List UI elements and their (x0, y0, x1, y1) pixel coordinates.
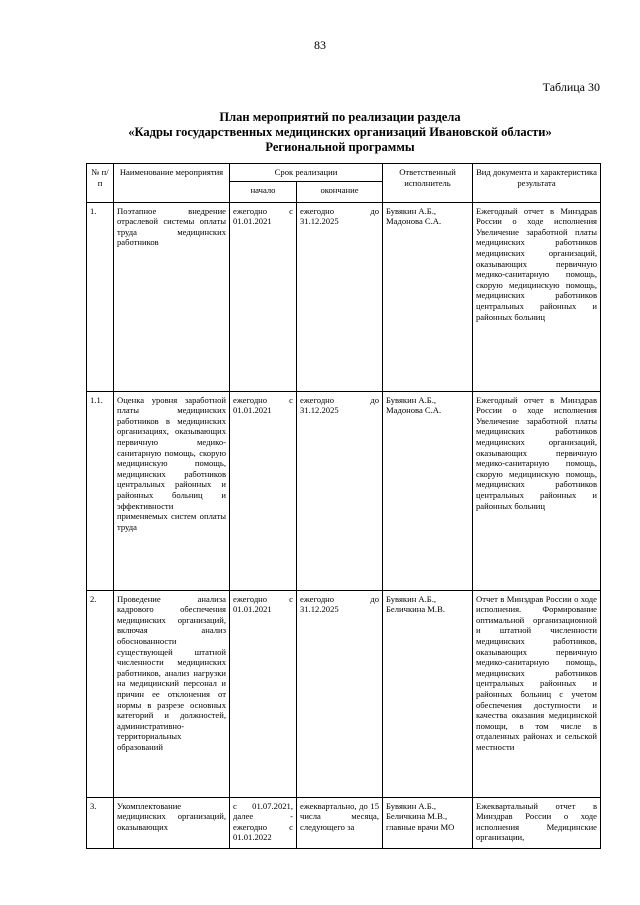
row-responsible: Бувякин А.Б., Беличкина М.В. (383, 590, 473, 797)
row-name: Укомплектование медицинских организаций, оказывающих (114, 797, 230, 848)
header-name: Наименование мероприятия (114, 164, 230, 203)
row-num: 1.1. (87, 391, 114, 590)
page-number: 83 (314, 38, 326, 52)
row-end: ежеквартально, до 15 числа месяца, следующего за (297, 797, 383, 848)
table-row (87, 202, 601, 391)
row-result: Ежегодный отчет в Минздрав России о ходе исполнения Увеличение заработной платы медицинских работников медицинских организаций, оказывающих первичную медико-санитарную помощь, скорую медицинскую помощь, медицинских работников центральных районных и районных больниц (473, 202, 601, 391)
row-name: Проведение анализа кадрового обеспечения медицинских организаций, включая анализ обоснованности существующей штатной численности медицинских работников, анализ нагрузки на медицинский персонал и причин ее отклонения от нормы в разрезе основных категорий и должностей, административно-территориальных образований (114, 590, 230, 797)
title-line-3: Региональной программы (265, 140, 415, 154)
table-row (87, 797, 601, 848)
row-end: ежегодно до 31.12.2025 (297, 202, 383, 391)
title-line-2: «Кадры государственных медицинских организаций Ивановской области» (128, 125, 552, 139)
row-responsible: Бувякин А.Б., Мадонова С.А. (383, 202, 473, 391)
row-responsible: Бувякин А.Б., Мадонова С.А. (383, 391, 473, 590)
header-num: № п/п (87, 164, 114, 203)
row-result: Ежеквартальный отчет в Минздрав России о ходе исполнения Медицинские организации, (473, 797, 601, 848)
row-end: ежегодно до 31.12.2025 (297, 590, 383, 797)
header-period: Срок реализации (230, 164, 383, 182)
row-responsible: Бувякин А.Б., Беличкина М.В., главные врачи МО (383, 797, 473, 848)
header-responsible: Ответственный исполнитель (383, 164, 473, 203)
row-start: ежегодно с 01.01.2021 (230, 590, 297, 797)
title-line-1: План мероприятий по реализации раздела (219, 110, 461, 124)
header-end: окончание (297, 181, 383, 202)
row-result: Ежегодный отчет в Минздрав России о ходе исполнения Увеличение заработной платы медицинских работников медицинских организаций, оказывающих первичную медико-санитарную помощь, скорую медицинскую помощь, медицинских работников центральных районных и районных больниц (473, 391, 601, 590)
row-num: 1. (87, 202, 114, 391)
table-label: Таблица 30 (542, 80, 600, 94)
table-row (87, 391, 601, 590)
header-start: начало (230, 181, 297, 202)
row-result: Отчет в Минздрав России о ходе исполнения. Формирование оптимальной организационной и штатной численности медицинских работников, оказывающих первичную медико-санитарную помощь, медицинских работников центральных районных и районных больниц с учетом обеспечения доступности и качества оказания медицинской помощи, в том числе в отдаленных районах и сельской местности (473, 590, 601, 797)
table-row (87, 590, 601, 797)
plan-table (86, 163, 601, 849)
row-start: с 01.07.2021, далее - ежегодно с 01.01.2022 (230, 797, 297, 848)
document-title (80, 110, 600, 155)
header-result: Вид документа и характеристика результата (473, 164, 601, 203)
row-name: Поэтапное внедрение отраслевой системы оплаты труда медицинских работников (114, 202, 230, 391)
table-header-row (87, 164, 601, 182)
row-name: Оценка уровня заработной платы медицинских работников в медицинских организациях, оказывающих первичную медико-санитарную помощь, скорую медицинскую помощь, медицинских работников центральных районных и районных больниц и эффективности применяемых систем оплаты труда (114, 391, 230, 590)
row-num: 2. (87, 590, 114, 797)
row-start: ежегодно с 01.01.2021 (230, 202, 297, 391)
row-num: 3. (87, 797, 114, 848)
row-start: ежегодно с 01.01.2021 (230, 391, 297, 590)
row-end: ежегодно до 31.12.2025 (297, 391, 383, 590)
